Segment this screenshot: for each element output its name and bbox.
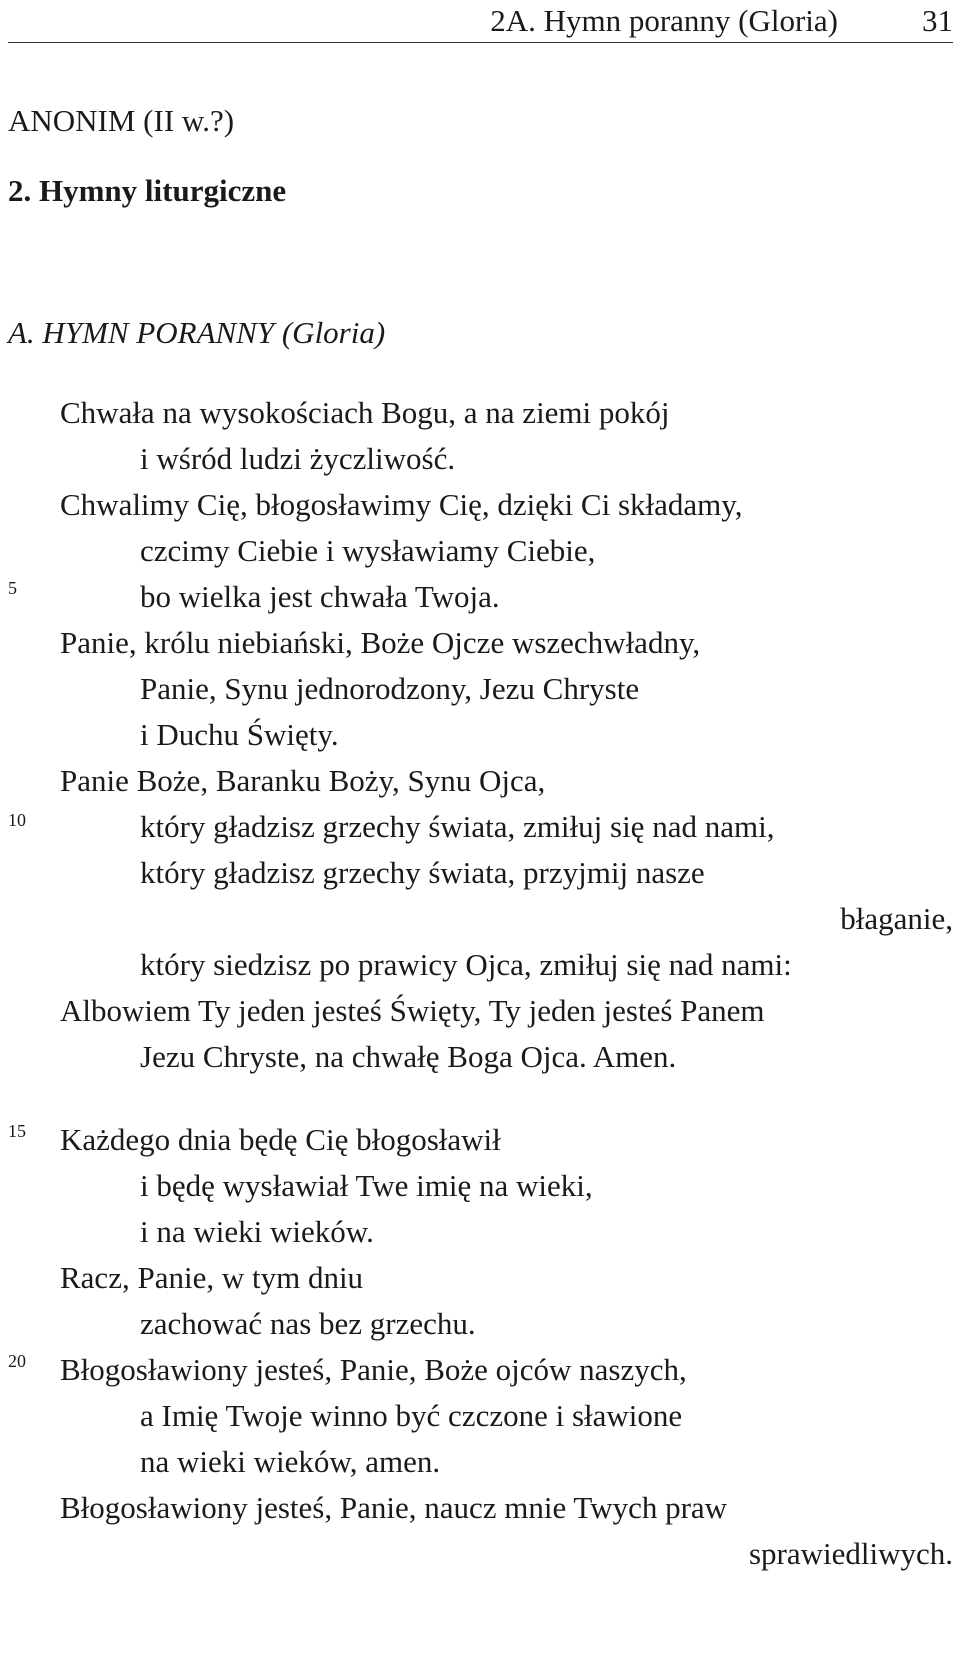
poem-line: który gładzisz grzechy świata, przyjmij nasze (140, 855, 705, 890)
poem-line: i Duchu Święty. (140, 717, 339, 752)
poem-line: Panie, Synu jednorodzony, Jezu Chryste (140, 671, 640, 706)
poem-line: zachować nas bez grzechu. (140, 1306, 476, 1341)
poem-line: i na wieki wieków. (140, 1214, 374, 1249)
poem-line: Błogosławiony jesteś, Panie, Boże ojców naszych, (60, 1352, 687, 1387)
running-title: 2A. Hymn poranny (Gloria) (490, 3, 838, 38)
poem-line: Panie, królu niebiański, Boże Ojcze wszechwładny, (60, 625, 701, 660)
poem-line: Jezu Chryste, na chwałę Boga Ojca. Amen. (140, 1039, 677, 1074)
poem-line: Panie Boże, Baranku Boży, Synu Ojca, (60, 763, 546, 798)
poem-line-continuation: sprawiedliwych. (748, 1536, 953, 1571)
section-title: 2. Hymny liturgiczne (8, 173, 287, 208)
poem-line: Błogosławiony jesteś, Panie, naucz mnie Twych praw (60, 1490, 728, 1525)
page-number: 31 (922, 3, 953, 38)
poem-line: czcimy Ciebie i wysławiamy Ciebie, (140, 533, 596, 568)
line-number: 5 (8, 578, 17, 598)
poem-line: który gładzisz grzechy świata, zmiłuj się nad nami, (140, 809, 775, 844)
poem-line: i będę wysławiał Twe imię na wieki, (140, 1168, 593, 1203)
hymn-title: A. HYMN PORANNY (Gloria) (8, 315, 386, 350)
poem-line-continuation: błaganie, (840, 901, 953, 936)
poem-line: bo wielka jest chwała Twoja. (140, 579, 500, 614)
poem-line: Chwalimy Cię, błogosławimy Cię, dzięki Ci składamy, (60, 487, 743, 522)
poem-line: Albowiem Ty jeden jesteś Święty, Ty jeden jesteś Panem (60, 993, 765, 1028)
line-number: 20 (8, 1351, 26, 1371)
poem-line: a Imię Twoje winno być czczone i sławione (140, 1398, 683, 1433)
poem-line: i wśród ludzi życzliwość. (140, 441, 456, 476)
poem-line: Każdego dnia będę Cię błogosławił (60, 1122, 501, 1157)
poem-line: na wieki wieków, amen. (140, 1444, 441, 1479)
line-number: 15 (8, 1121, 26, 1141)
poem-line: Chwała na wysokościach Bogu, a na ziemi pokój (60, 395, 670, 430)
line-number: 10 (8, 810, 26, 830)
author-attribution: ANONIM (II w.?) (8, 103, 235, 138)
poem-line: który siedzisz po prawicy Ojca, zmiłuj się nad nami: (140, 947, 792, 982)
poem-line: Racz, Panie, w tym dniu (60, 1260, 364, 1295)
